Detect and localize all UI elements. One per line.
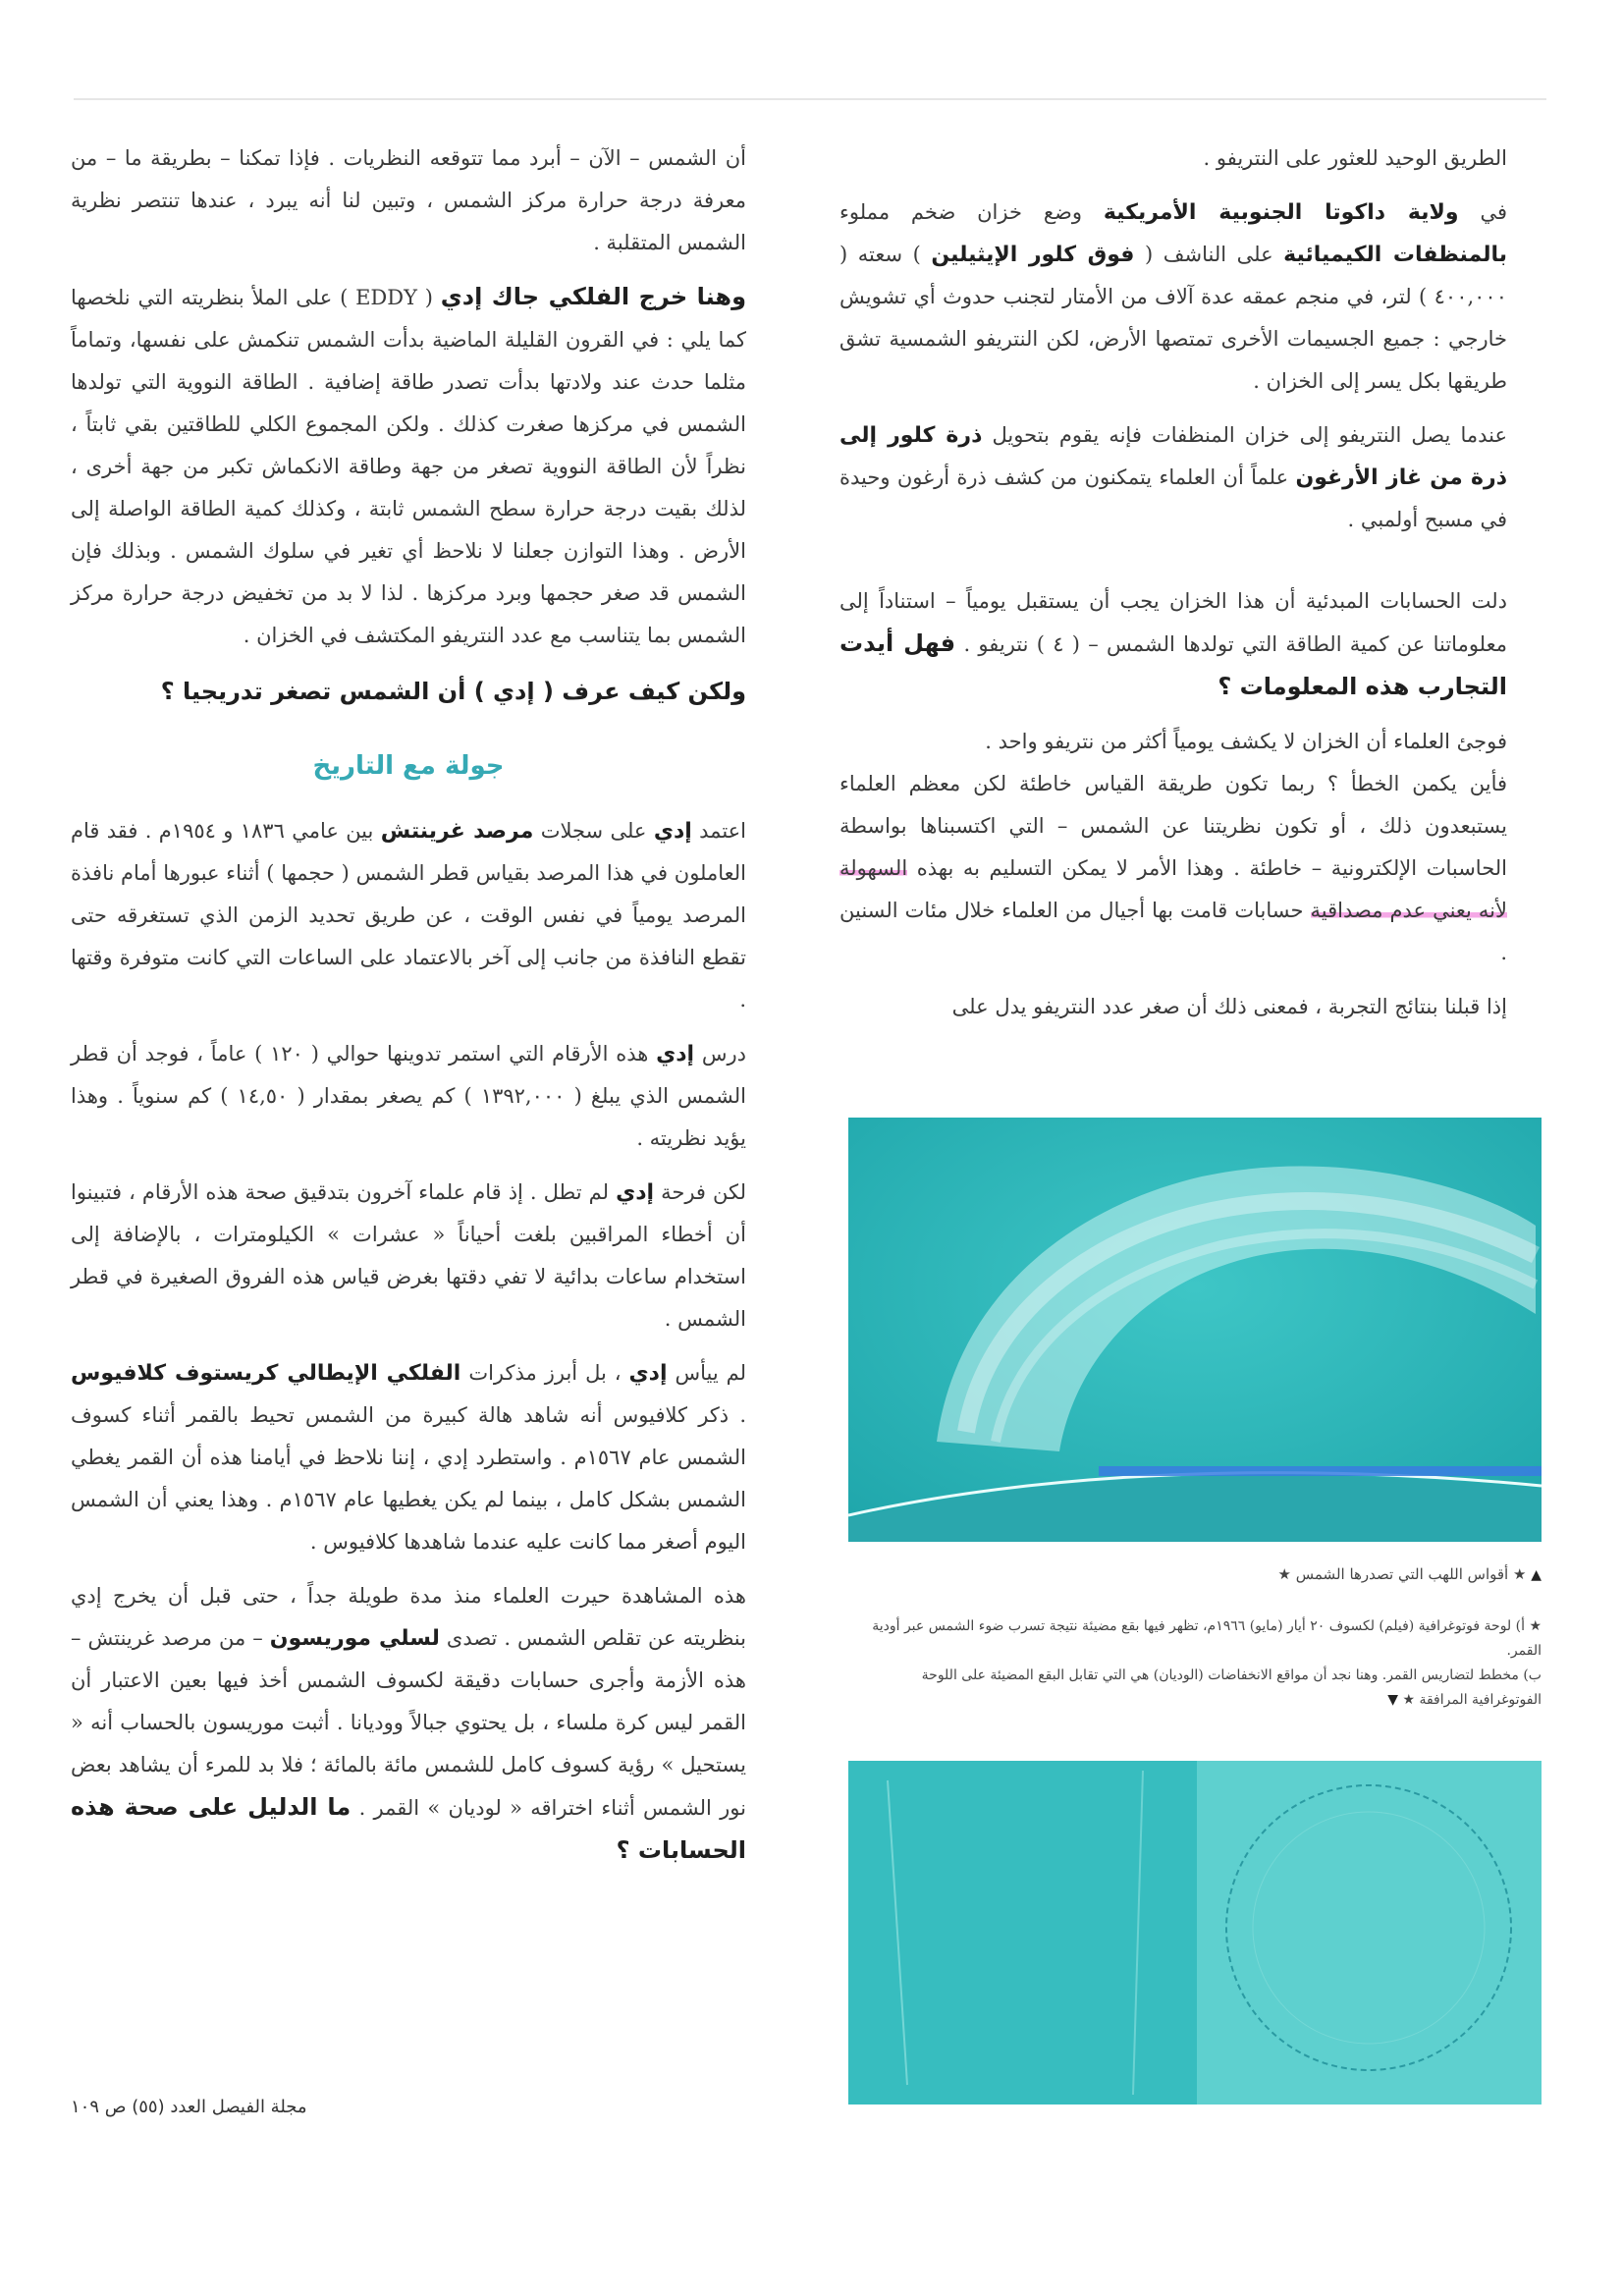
keyword: إدي bbox=[616, 1180, 655, 1205]
keyword: لسلي موريسون bbox=[269, 1626, 440, 1651]
keyword: إدي bbox=[656, 1042, 695, 1066]
paragraph: هذه المشاهدة حيرت العلماء منذ مدة طويلة جداً ، حتى قبل أن يخرج إدي بنظريته عن تقلص الشمس . تصدى لسلي موريسون – من مرصد غرينتش – هذه الأزمة وأجرى حسابات دقيقة لكسوف الشمس أخذ فيها بعين الاعتبار أن القمر ليس كرة ملساء ، بل يحتوي جبالاً ووديانا . أثبت موريسون بالحساب أنه « يستحيل » رؤية كسوف كامل للشمس مائة بالمائة ؛ فلا بد للمرء أن يشاهد بعض نور الشمس أثناء اختراقه « لوديان » القمر . ما الدليل على صحة هذه الحسابات ؟ bbox=[71, 1584, 746, 1864]
keyword: بالمنظفات الكيميائية bbox=[1283, 243, 1507, 267]
triangle-icon: ▲ bbox=[1531, 1567, 1542, 1583]
section-heading: جولة مع التاريخ bbox=[312, 751, 505, 781]
keyword: مرصد غرينتش bbox=[380, 819, 534, 844]
triangle-down-icon: ▼ bbox=[1387, 1692, 1398, 1708]
keyword: إدي bbox=[628, 1361, 668, 1386]
figure-caption-eclipse: ★ أ) لوحة فوتوغرافية (فيلم) لكسوف ٢٠ أيار (مايو) ١٩٦٦م، تظهر فيها بقع مضيئة نتيجة تسرب ضوء الشمس عبر أودية القمر. ب) مخطط لتضاريس القمر. وهنا نجد أن مواقع الانخفاضات (الوديان) هي التي تقابل البقع المضيئة على اللوحة الفوتوغرافية المرافقة ★ ▼ bbox=[872, 1618, 1542, 1708]
question-heading: ولكن كيف عرف ( إدي ) أن الشمس تصغر تدريجيا ؟ bbox=[160, 678, 746, 705]
keyword: ولاية داكوتا الجنوبية الأمريكية bbox=[1103, 200, 1459, 225]
page-footer: مجلة الفيصل العدد (٥٥) ص ١٠٩ bbox=[71, 2097, 307, 2117]
paragraph: فأين يكمن الخطأ ؟ ربما تكون طريقة القياس خاطئة لكن معظم العلماء يستبعدون ذلك ، أو تكون نظريتنا عن الشمس – التي اكتسبناها بواسطة الحاسبات الإلكترونية – خاطئة . وهذا الأمر لا يمكن التسليم به بهذه السهولة لأنه يعني عدم مصداقية حسابات قامت بها أجيال من العلماء خلال مئات السنين . bbox=[839, 772, 1507, 964]
keyword: ذرة كلور إلى ذرة من غاز الأرغون bbox=[839, 423, 1507, 490]
keyword: الفلكي الإيطالي كريستوف كلافيوس bbox=[71, 1361, 461, 1386]
paragraph: وهنا خرج الفلكي جاك إدي ( EDDY ) على الملأ بنظريته التي نلخصها كما يلي : في القرون القليلة الماضية بدأت الشمس تنكمش على نفسها، وتماماً مثلما حدث عند ولادتها بدأت تصدر طاقة إضافية . الطاقة النووية التي تولدها الشمس في مركزها صغرت كذلك . ولكن المجموع الكلي للطاقتين بقي ثابتاً ، نظراً لأن الطاقة النووية تصغر من جهة وطاقة الانكماش تكبر من جهة أخرى ، لذلك بقيت درجة حرارة سطح الشمس ثابتة ، وكذلك كمية الطاقة الواصلة إلى الأرض . وهذا التوازن جعلنا لا نلاحظ أي تغير في سلوك الشمس . وبذلك فإن الشمس قد صغر حجمها وبرد مركزها . لذا لا بد من تخفيض درجة حرارة مركز الشمس بما يتناسب مع عدد النتريفو المكتشف في الخزان . bbox=[71, 283, 746, 647]
paragraph: فوجئ العلماء أن الخزان لا يكشف يومياً أكثر من نتريفو واحد . bbox=[985, 730, 1507, 753]
keyword: فوق كلور الإيثيلين bbox=[931, 243, 1135, 267]
question-heading: فهل أيدت التجارب هذه المعلومات ؟ bbox=[839, 629, 1507, 700]
left-column bbox=[71, 137, 746, 1885]
paragraph: عندما يصل النتريفو إلى خزان المنظفات فإنه يقوم بتحويل ذرة كلور إلى ذرة من غاز الأرغون علماً أن العلماء يتمكنون من كشف ذرة أرغون وحيدة في مسبح أولمبي . bbox=[839, 423, 1507, 531]
paragraph: إذا قبلنا بنتائج التجربة ، فمعنى ذلك أن صغر عدد النتريفو يدل على bbox=[951, 995, 1507, 1018]
paragraph: درس إدي هذه الأرقام التي استمر تدوينها حوالي ( ١٢٠ ) عاماً ، فوجد أن قطر الشمس الذي يبلغ ( ١٣٩٢,٠٠٠ ) كم يصغر بمقدار ( ١٤,٥٠ ) كم سنوياً . وهذا يؤيد نظريته . bbox=[71, 1042, 747, 1150]
paragraph: أن الشمس – الآن – أبرد مما تتوقعه النظريات . فإذا تمكنا – بطريقة ما – من معرفة درجة حرارة مركز الشمس ، وتبين لنا أنه يبرد ، عندها تنتصر نظرية الشمس المتقلبة . bbox=[71, 146, 746, 254]
prominence-graphic bbox=[848, 1118, 1542, 1542]
eclipse-graphic bbox=[848, 1761, 1542, 2105]
keyword: وهنا خرج الفلكي جاك إدي bbox=[440, 283, 746, 310]
paragraph: الطريق الوحيد للعثور على النتريفو . bbox=[1203, 146, 1507, 170]
highlighted-text: السهولة لأنه يعني عدم مصداقية bbox=[839, 856, 1507, 922]
right-column bbox=[839, 137, 1507, 1040]
paragraph: لم ييأس إدي ، بل أبرز مذكرات الفلكي الإيطالي كريستوف كلافيوس . ذكر كلافيوس أنه شاهد هالة كبيرة من الشمس تحيط بالقمر أثناء كسوف الشمس عام ١٥٦٧م . واستطرد إدي ، إننا نلاحظ في أيامنا هذه أن القمر يغطي الشمس بشكل كامل ، بينما لم يكن يغطيها عام ١٥٦٧م . وهذا يعني أن الشمس اليوم أصغر مما كانت عليه عندما شاهدها كلافيوس . bbox=[71, 1361, 747, 1554]
solar-prominence-photo bbox=[848, 1118, 1542, 1542]
question-heading: ما الدليل على صحة هذه الحسابات ؟ bbox=[71, 1793, 746, 1864]
paragraph: اعتمد إدي على سجلات مرصد غرينتش بين عامي ١٨٣٦ و ١٩٥٤م . فقد قام العاملون في هذا المرصد بقياس قطر الشمس ( حجمها ) أثناء عبورها أمام نافذة المرصد يومياً في نفس الوقت ، عن طريق تحديد الزمن الذي تستغرقه حتى تقطع النافذة من جانب إلى آخر بالاعتماد على الساعات التي كانت متوفرة وقتها . bbox=[71, 819, 747, 1011]
paragraph: لكن فرحة إدي لم تطل . إذ قام علماء آخرون بتدقيق صحة هذه الأرقام ، فتبينوا أن أخطاء المراقبين بلغت أحياناً « عشرات » الكيلومترات ، بالإضافة إلى استخدام ساعات بدائية لا تفي دقتها بغرض قياس هذه الفروق الصغيرة في قطر الشمس . bbox=[71, 1180, 746, 1331]
top-rule bbox=[74, 98, 1546, 100]
figure-caption: ▲ ★ أقواس اللهب التي تصدرها الشمس ★ bbox=[1277, 1565, 1542, 1583]
eclipse-photo-pair bbox=[848, 1761, 1542, 2105]
keyword: إدي bbox=[653, 819, 692, 844]
paragraph: دلت الحسابات المبدئية أن هذا الخزان يجب أن يستقبل يومياً – استناداً إلى معلوماتنا عن كمية الطاقة التي تولدها الشمس – ( ٤ ) نتريفو . فهل أيدت التجارب هذه المعلومات ؟ bbox=[839, 589, 1507, 700]
paragraph: في ولاية داكوتا الجنوبية الأمريكية وضع خزان ضخم مملوء بالمنظفات الكيميائية على الناشف ( فوق كلور الإيثيلين ) سعته ( ٤٠٠,٠٠٠ ) لتر، في منجم عمقه عدة آلاف من الأمتار لتجنب حدوث أي تشويش خارجي : جميع الجسيمات الأخرى تمتصها الأرض، لكن النتريفو الشمسية تشق طريقها بكل يسر إلى الخزان . bbox=[839, 200, 1507, 393]
